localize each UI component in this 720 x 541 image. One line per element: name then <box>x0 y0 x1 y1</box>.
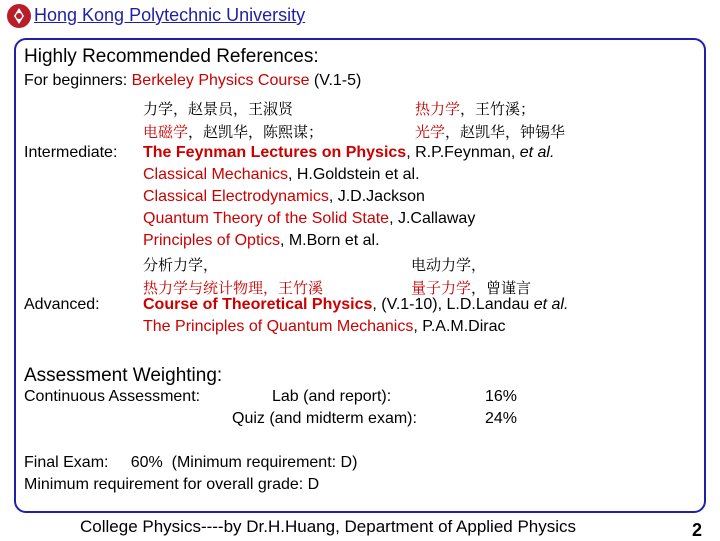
lab-value: 16% <box>485 388 518 405</box>
zh-line-2b-rest: ，赵凯华，钟锡华 <box>445 123 566 141</box>
zh-line-2a-red: 电磁学 <box>143 123 189 141</box>
intermediate-item-5 <box>143 232 380 250</box>
quiz-value: 24% <box>485 410 518 427</box>
advanced-book-2: The Principles of Quantum Mechanics <box>143 318 414 335</box>
zh-line-1a: 力学，赵景员，王淑贤 <box>143 100 294 118</box>
overall-grade-line: Minimum requirement for overall grade: D <box>24 476 320 493</box>
advanced-rest-2: , P.A.M.Dirac <box>413 318 506 335</box>
references-title: Highly Recommended References: <box>24 46 319 67</box>
intermediate-book-3: Classical Electrodynamics <box>143 188 329 205</box>
advanced-item-1 <box>143 296 568 314</box>
intermediate-item-3 <box>143 188 425 206</box>
intermediate-rest-4: , J.Callaway <box>389 210 476 227</box>
page-number: 2 <box>692 520 703 540</box>
intermediate-item-1 <box>143 144 554 162</box>
beginners-detail: (V.1-5) <box>309 72 362 89</box>
intermediate-book-5: Principles of Optics <box>143 232 280 249</box>
intermediate-label: Intermediate: <box>24 144 118 161</box>
intermediate-rest-3: , J.D.Jackson <box>328 188 425 205</box>
advanced-book-1: Course of Theoretical Physics <box>143 296 373 313</box>
zh-line-2a <box>143 121 323 142</box>
zh-line-1b <box>415 98 535 119</box>
intermediate-rest-5: , M.Born et al. <box>279 232 380 249</box>
content-frame <box>14 38 706 513</box>
zh-line-1b-red: 热力学 <box>415 100 461 118</box>
lab-label: Lab (and report): <box>272 388 392 405</box>
zh-line-4a: 热力学与统计物理，王竹溪 <box>143 279 324 297</box>
intermediate-book-1: The Feynman Lectures on Physics <box>143 144 407 161</box>
beginners-book: Berkeley Physics Course <box>131 72 310 89</box>
advanced-italic-1: et al. <box>533 296 569 313</box>
zh-line-2a-rest: ，赵凯华，陈熙谋； <box>188 123 324 141</box>
zh-line-1b-rest: ，王竹溪； <box>460 100 536 118</box>
intermediate-book-2: Classical Mechanics <box>143 166 288 183</box>
intermediate-rest-1: , R.P.Feynman, <box>406 144 520 161</box>
beginners-row <box>24 72 361 90</box>
university-logo-icon <box>6 3 32 29</box>
final-exam-line: Final Exam: 60% (Minimum requirement: D) <box>24 454 358 471</box>
intermediate-rest-2: , H.Goldstein et al. <box>287 166 420 183</box>
intermediate-italic-1: et al. <box>519 144 555 161</box>
advanced-item-2 <box>143 318 506 336</box>
header-title[interactable]: Hong Kong Polytechnic University <box>34 5 306 25</box>
zh-line-2b <box>415 121 565 142</box>
advanced-label: Advanced: <box>24 296 100 313</box>
zh-line-3b: 电动力学， <box>411 256 487 274</box>
intermediate-item-4 <box>143 210 475 228</box>
beginners-label: For beginners: <box>24 72 128 89</box>
continuous-label: Continuous Assessment: <box>24 388 201 405</box>
intermediate-item-2 <box>143 166 420 184</box>
zh-line-2b-red: 光学 <box>415 123 446 141</box>
quiz-label: Quiz (and midterm exam): <box>232 410 417 427</box>
intermediate-book-4: Quantum Theory of the Solid State <box>143 210 390 227</box>
advanced-rest-1: , (V.1-10), L.D.Landau <box>372 296 534 313</box>
zh-line-4b <box>411 277 531 298</box>
zh-line-4b-red: 量子力学 <box>411 279 472 297</box>
assessment-title: Assessment Weighting: <box>24 365 223 386</box>
zh-line-4b-rest: ，曾谨言 <box>471 279 532 297</box>
zh-line-3a: 分析力学， <box>143 256 219 274</box>
footer-text: College Physics----by Dr.H.Huang, Department of Applied Physics <box>80 517 577 536</box>
